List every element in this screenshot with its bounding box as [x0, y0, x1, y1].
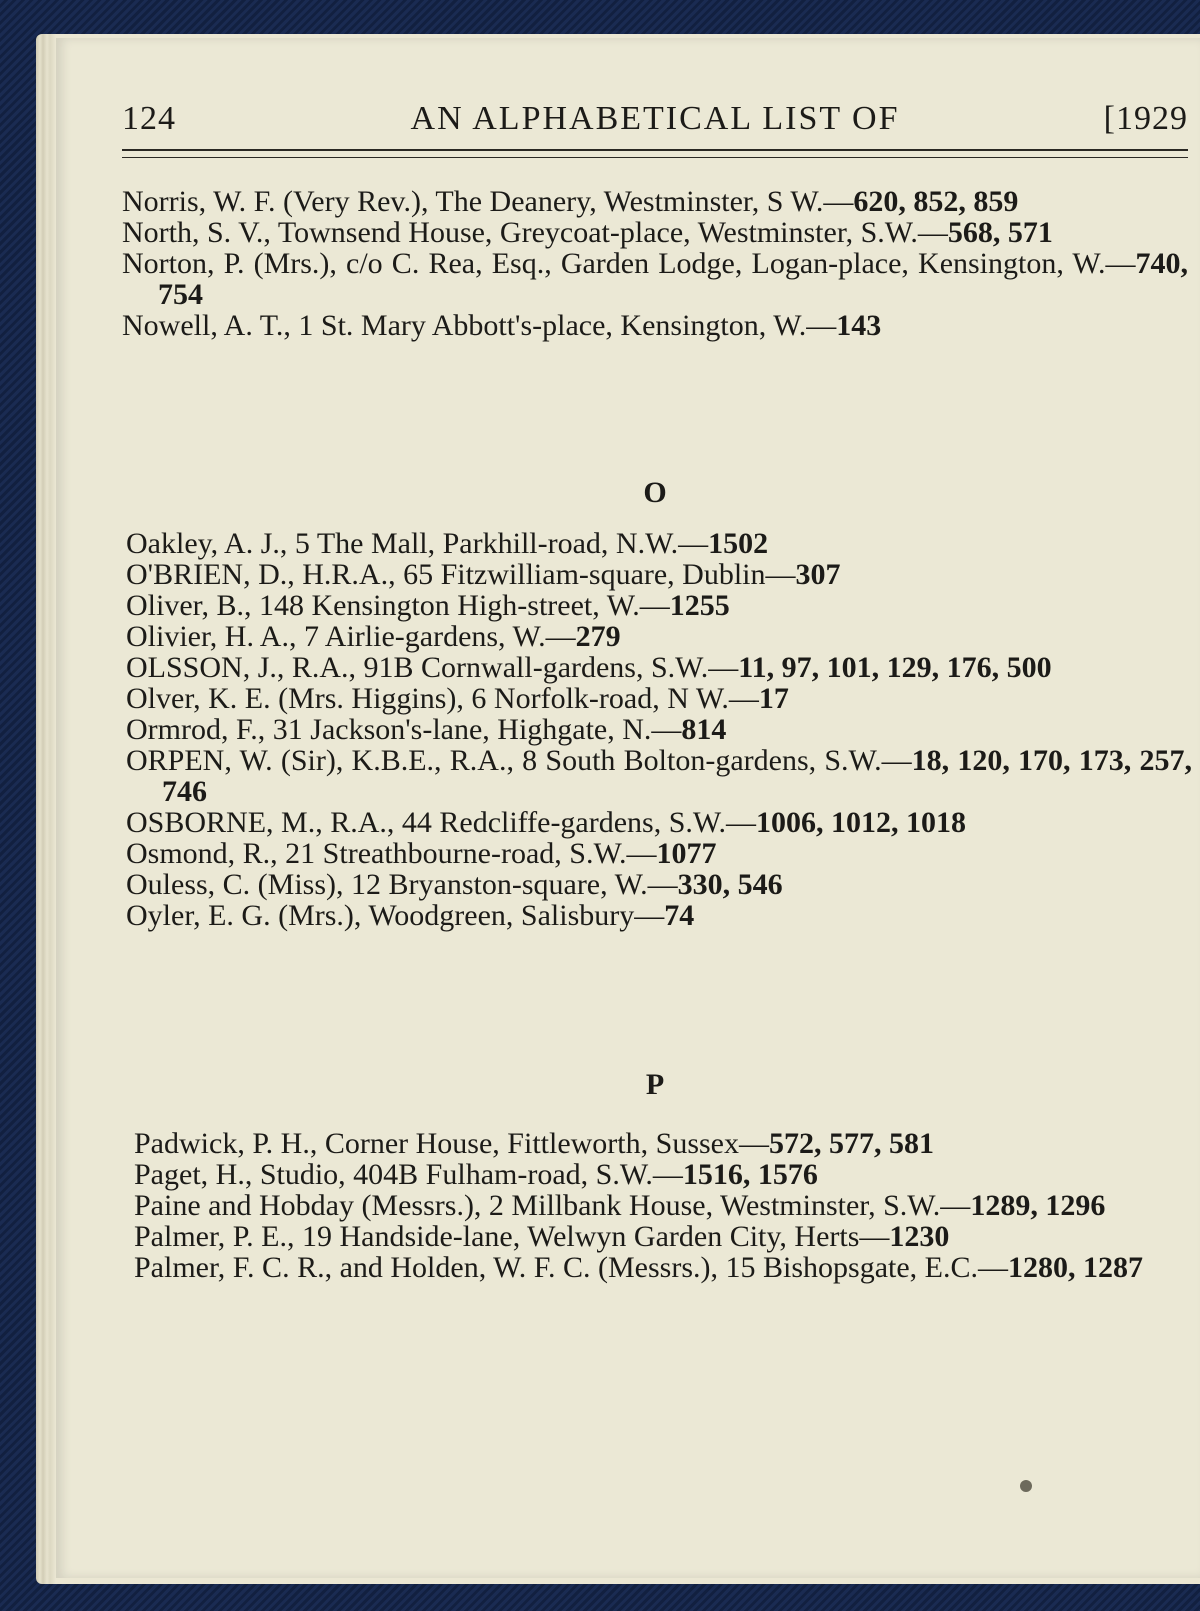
entry-refs: 572, 577, 581: [768, 1127, 934, 1160]
entry-refs: 568, 571: [947, 216, 1053, 249]
header-rule: [122, 149, 1188, 158]
entry-refs: 1230: [889, 1220, 950, 1253]
list-entry: O'BRIEN, D., H.R.A., 65 Fitzwilliam-square, Dublin—307: [126, 558, 841, 591]
entry-refs: 18, 120, 170, 173, 257, 746: [162, 744, 1193, 808]
entry-refs: 279: [575, 620, 621, 653]
section-p-list: [134, 1128, 1200, 1283]
list-entry: Paine and Hobday (Messrs.), 2 Millbank House, Westminster, S.W.—1289, 1296: [134, 1189, 1106, 1222]
page-title: AN ALPHABETICAL LIST OF: [410, 100, 900, 137]
list-entry: ORPEN, W. (Sir), K.B.E., R.A., 8 South Bolton-gardens, S.W.—18, 120, 170, 173, 257, 746: [126, 744, 1193, 808]
list-entry: Ormrod, F., 31 Jackson's-lane, Highgate, N.—814: [126, 713, 727, 746]
entry-refs: 74: [664, 899, 695, 932]
section-heading-o: O: [643, 476, 667, 509]
list-entry: Palmer, P. E., 19 Handside-lane, Welwyn Garden City, Herts—1230: [134, 1220, 950, 1253]
running-header: [122, 100, 1188, 144]
entry-refs: 1289, 1296: [970, 1189, 1106, 1222]
book-page: [56, 38, 1200, 1578]
list-entry: Padwick, P. H., Corner House, Fittleworth, Sussex—572, 577, 581: [134, 1127, 934, 1160]
list-entry: OLSSON, J., R.A., 91B Cornwall-gardens, S.W.—11, 97, 101, 129, 176, 500: [126, 651, 1052, 684]
list-entry: Oyler, E. G. (Mrs.), Woodgreen, Salisbury—74: [126, 899, 695, 932]
list-entry: Osmond, R., 21 Streathbourne-road, S.W.—1077: [126, 837, 717, 870]
entry-refs: 143: [836, 309, 882, 342]
list-entry: Olivier, H. A., 7 Airlie-gardens, W.—279: [126, 620, 621, 653]
entry-refs: 17: [758, 682, 789, 715]
entry-refs: 330, 546: [677, 868, 783, 901]
section-n-list: [122, 186, 1188, 341]
section-o-list: [126, 528, 1192, 931]
list-entry: OSBORNE, M., R.A., 44 Redcliffe-gardens, S.W.—1006, 1012, 1018: [126, 806, 966, 839]
entry-refs: 1502: [708, 527, 769, 560]
entry-refs: 740, 754: [158, 247, 1188, 311]
list-entry: Oakley, A. J., 5 The Mall, Parkhill-road, N.W.—1502: [126, 527, 769, 560]
entry-refs: 814: [681, 713, 727, 746]
year-label: [1929: [1103, 100, 1188, 137]
list-entry: Norton, P. (Mrs.), c/o C. Rea, Esq., Garden Lodge, Logan-place, Kensington, W.—740, 754: [122, 247, 1188, 311]
entry-refs: 1280, 1287: [1008, 1251, 1143, 1284]
list-entry: Palmer, F. C. R., and Holden, W. F. C. (Messrs.), 15 Bishopsgate, E.C.—1280, 1287: [134, 1251, 1143, 1284]
list-entry: Ouless, C. (Miss), 12 Bryanston-square, W.—330, 546: [126, 868, 783, 901]
list-entry: Nowell, A. T., 1 St. Mary Abbott's-place, Kensington, W.—143: [122, 309, 882, 342]
entry-refs: 11, 97, 101, 129, 176, 500: [738, 651, 1052, 684]
entry-refs: 620, 852, 859: [853, 185, 1019, 218]
entry-refs: 1077: [656, 837, 717, 870]
page-number: 124: [122, 100, 176, 137]
paper-spot: [1020, 1480, 1032, 1492]
list-entry: Olver, K. E. (Mrs. Higgins), 6 Norfolk-road, N W.—17: [126, 682, 789, 715]
list-entry: North, S. V., Townsend House, Greycoat-place, Westminster, S.W.—568, 571: [122, 216, 1053, 249]
list-entry: Oliver, B., 148 Kensington High-street, W.—1255: [126, 589, 730, 622]
section-heading-p: P: [645, 1068, 665, 1101]
entry-refs: 1516, 1576: [682, 1158, 818, 1191]
entry-refs: 1006, 1012, 1018: [755, 806, 966, 839]
entry-refs: 1255: [669, 589, 730, 622]
list-entry: Norris, W. F. (Very Rev.), The Deanery, Westminster, S W.—620, 852, 859: [122, 185, 1019, 218]
list-entry: Paget, H., Studio, 404B Fulham-road, S.W.—1516, 1576: [134, 1158, 818, 1191]
entry-refs: 307: [795, 558, 841, 591]
